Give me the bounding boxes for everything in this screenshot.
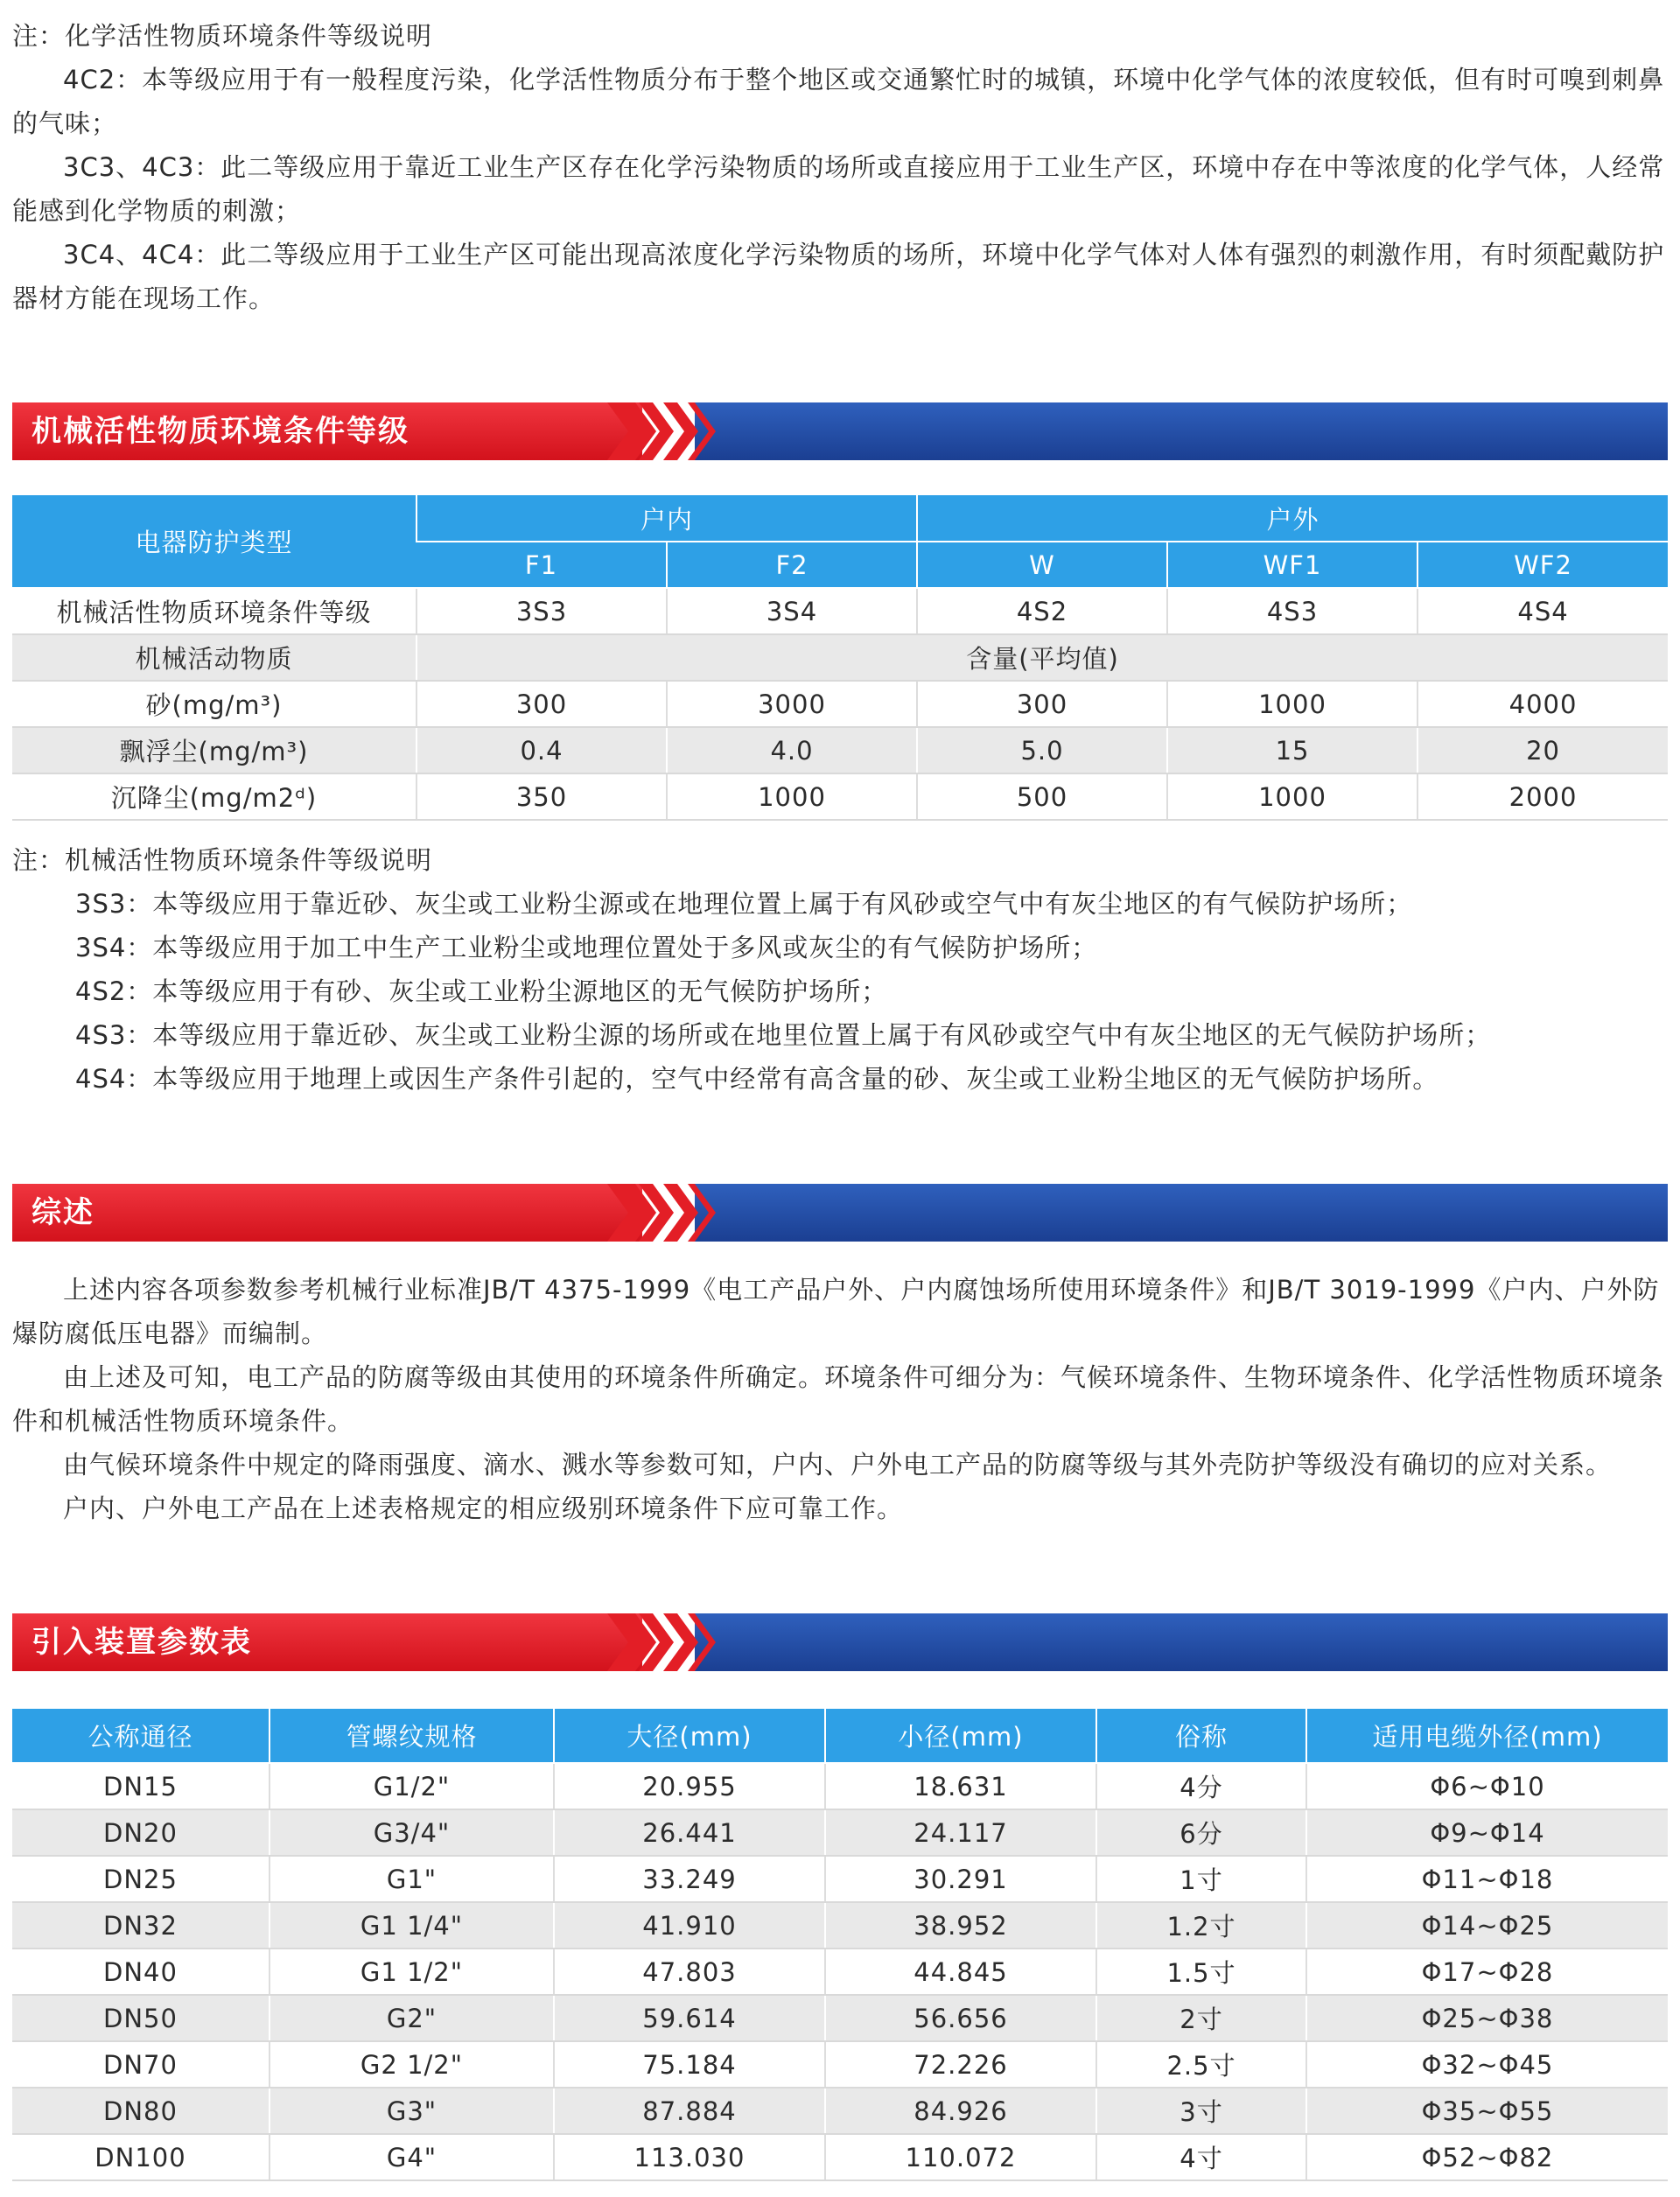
mech-note-item: 4S3：本等级应用于靠近砂、灰尘或工业粉尘源的场所或在地里位置上属于有风砂或空气中有灰尘地区的无气候防护场所； [75,1020,1492,1050]
row-label: 机械活性物质环境条件等级 [12,588,416,634]
banner-blue-bar [695,1613,1668,1671]
chem-notes [12,14,1668,320]
col-header: 大径(mm) [554,1709,825,1763]
entry-section-banner [12,1613,1668,1671]
group-outdoor: 户外 [917,495,1668,542]
col-header: 小径(mm) [825,1709,1096,1763]
table-cell: 4分 [1096,1763,1306,1809]
table-cell: 2寸 [1096,1995,1306,2041]
col-header: 公称通径 [12,1709,270,1763]
mech-note-item: 3S3：本等级应用于靠近砂、灰尘或工业粉尘源或在地理位置上属于有风砂或空气中有灰尘地区的有气候防护场所； [75,889,1413,919]
chem-note-3c3: 3C3、4C3：此二等级应用于靠近工业生产区存在化学污染物质的场所或直接应用于工业生产区，环境中存在中等浓度的化学气体，人经常能感到化学物质的刺激； [12,152,1665,226]
mech-notes [12,838,1668,1101]
table-row [12,773,1668,820]
mech-note-item: 3S4：本等级应用于加工中生产工业粉尘或地理位置处于多风或灰尘的有气候防护场所； [75,933,1098,962]
row-label: 砂(mg/m³) [12,681,416,727]
col-header: WF2 [1418,542,1668,588]
table-row [12,1949,1668,1995]
content-label: 含量(平均值) [416,634,1668,681]
summary-section-banner [12,1184,1668,1242]
summary-section-title: 综述 [32,1195,94,1230]
summary-paragraph: 由上述及可知，电工产品的防腐等级由其使用的环境条件所确定。环境条件可细分为：气候环境条件、生物环境条件、化学活性物质环境条件和机械活性物质环境条件。 [12,1362,1665,1436]
chem-note-4c2: 4C2：本等级应用于有一般程度污染，化学活性物质分布于整个地区或交通繁忙时的城镇，环境中化学气体的浓度较低，但有时可嗅到刺鼻的气味； [12,65,1665,138]
table-cell: 3000 [667,681,917,727]
chevron-arrows-icon [607,1184,730,1242]
table-cell: G2 1/2" [270,2041,554,2088]
table-cell: 2.5寸 [1096,2041,1306,2088]
col-header: W [917,542,1167,588]
mech-note-item: 4S2：本等级应用于有砂、灰尘或工业粉尘源地区的无气候防护场所； [75,976,888,1006]
mech-note-item: 4S4：本等级应用于地理上或因生产条件引起的，空气中经常有高含量的砂、灰尘或工业粉尘地区的无气候防护场所。 [75,1064,1439,1094]
table-cell: DN100 [12,2134,270,2180]
table-cell: DN50 [12,1995,270,2041]
table-cell: DN32 [12,1902,270,1949]
table-row [12,727,1668,773]
table-row [12,1763,1668,1809]
table-cell: 5.0 [917,727,1167,773]
table-cell: 20.955 [554,1763,825,1809]
table-cell: DN15 [12,1763,270,1809]
row-label: 飘浮尘(mg/m³) [12,727,416,773]
table-cell: 72.226 [825,2041,1096,2088]
table-cell: 6分 [1096,1809,1306,1856]
table-cell: G1/2" [270,1763,554,1809]
mech-notes-title: 注：机械活性物质环境条件等级说明 [12,845,433,875]
table-cell: 18.631 [825,1763,1096,1809]
table-cell: 300 [917,681,1167,727]
mech-header-row [12,495,1668,542]
table-cell: 113.030 [554,2134,825,2180]
table-cell: 1.2寸 [1096,1902,1306,1949]
table-cell: Φ52~Φ82 [1306,2134,1668,2180]
table-cell: 41.910 [554,1902,825,1949]
table-cell: G1 1/2" [270,1949,554,1995]
table-cell: Φ32~Φ45 [1306,2041,1668,2088]
table-cell: 84.926 [825,2088,1096,2134]
table-cell: 4S2 [917,588,1167,634]
table-row [12,2088,1668,2134]
table-cell: Φ6~Φ10 [1306,1763,1668,1809]
table-cell: 56.656 [825,1995,1096,2041]
table-cell: 1寸 [1096,1856,1306,1902]
table-cell: 110.072 [825,2134,1096,2180]
banner-blue-bar [695,402,1668,460]
table-cell: 87.884 [554,2088,825,2134]
table-cell: 300 [416,681,667,727]
table-cell: G4" [270,2134,554,2180]
table-cell: 38.952 [825,1902,1096,1949]
chem-notes-title: 注：化学活性物质环境条件等级说明 [12,21,433,51]
table-cell: DN80 [12,2088,270,2134]
table-cell: G1" [270,1856,554,1902]
entry-table [12,1709,1668,2181]
row-label: 机械活动物质 [12,634,416,681]
table-cell: G3/4" [270,1809,554,1856]
col-header: F1 [416,542,667,588]
type-header: 电器防护类型 [12,495,416,588]
table-cell: 47.803 [554,1949,825,1995]
table-cell: 30.291 [825,1856,1096,1902]
mech-section-banner [12,402,1668,460]
table-row [12,2041,1668,2088]
table-cell: 4S4 [1418,588,1668,634]
row-label: 沉降尘(mg/m2ᵈ) [12,773,416,820]
table-cell: G1 1/4" [270,1902,554,1949]
table-cell: Φ9~Φ14 [1306,1809,1668,1856]
table-cell: 75.184 [554,2041,825,2088]
table-cell: DN25 [12,1856,270,1902]
banner-blue-bar [695,1184,1668,1242]
table-cell: 3寸 [1096,2088,1306,2134]
summary-paragraph: 由气候环境条件中规定的降雨强度、滴水、溅水等参数可知，户内、户外电工产品的防腐等级与其外壳防护等级没有确切的应对关系。 [63,1450,1613,1480]
table-cell: Φ17~Φ28 [1306,1949,1668,1995]
table-cell: G2" [270,1995,554,2041]
summary-paragraph: 户内、户外电工产品在上述表格规定的相应级别环境条件下应可靠工作。 [63,1494,904,1523]
table-cell: DN40 [12,1949,270,1995]
table-row [12,634,1668,681]
chevron-arrows-icon [607,402,730,460]
table-cell: 4寸 [1096,2134,1306,2180]
table-cell: 1000 [667,773,917,820]
table-cell: 1.5寸 [1096,1949,1306,1995]
table-cell: Φ25~Φ38 [1306,1995,1668,2041]
table-cell: 59.614 [554,1995,825,2041]
col-header: 管螺纹规格 [270,1709,554,1763]
banner-red-bar [12,1184,642,1242]
col-header: F2 [667,542,917,588]
table-row [12,1995,1668,2041]
mech-table [12,495,1668,821]
summary-text [12,1268,1668,1530]
table-cell: 4000 [1418,681,1668,727]
table-row [12,681,1668,727]
table-cell: 33.249 [554,1856,825,1902]
table-cell: 20 [1418,727,1668,773]
table-cell: 2000 [1418,773,1668,820]
table-cell: 24.117 [825,1809,1096,1856]
table-cell: 3S3 [416,588,667,634]
entry-section-title: 引入装置参数表 [32,1625,252,1660]
table-cell: 26.441 [554,1809,825,1856]
table-cell: 15 [1167,727,1418,773]
col-header: WF1 [1167,542,1418,588]
col-header: 适用电缆外径(mm) [1306,1709,1668,1763]
table-cell: 4S3 [1167,588,1418,634]
table-cell: G3" [270,2088,554,2134]
mech-section-title: 机械活性物质环境条件等级 [32,414,410,449]
chevron-arrows-icon [607,1613,730,1671]
table-cell: Φ14~Φ25 [1306,1902,1668,1949]
table-cell: 1000 [1167,681,1418,727]
table-row [12,1809,1668,1856]
table-row [12,1856,1668,1902]
table-row [12,588,1668,634]
table-cell: Φ11~Φ18 [1306,1856,1668,1902]
table-cell: 3S4 [667,588,917,634]
entry-header-row [12,1709,1668,1763]
table-cell: 0.4 [416,727,667,773]
table-cell: 500 [917,773,1167,820]
group-indoor: 户内 [416,495,917,542]
table-row [12,2134,1668,2180]
table-cell: 350 [416,773,667,820]
table-cell: 1000 [1167,773,1418,820]
table-cell: 44.845 [825,1949,1096,1995]
table-cell: Φ35~Φ55 [1306,2088,1668,2134]
table-row [12,1902,1668,1949]
table-cell: DN70 [12,2041,270,2088]
col-header: 俗称 [1096,1709,1306,1763]
table-cell: DN20 [12,1809,270,1856]
table-cell: 4.0 [667,727,917,773]
summary-paragraph: 上述内容各项参数参考机械行业标准JB/T 4375-1999《电工产品户外、户内腐蚀场所使用环境条件》和JB/T 3019-1999《户内、户外防爆防腐低压电器》而编制。 [12,1275,1660,1348]
chem-note-3c4: 3C4、4C4：此二等级应用于工业生产区可能出现高浓度化学污染物质的场所，环境中化学气体对人体有强烈的刺激作用，有时须配戴防护器材方能在现场工作。 [12,240,1665,313]
